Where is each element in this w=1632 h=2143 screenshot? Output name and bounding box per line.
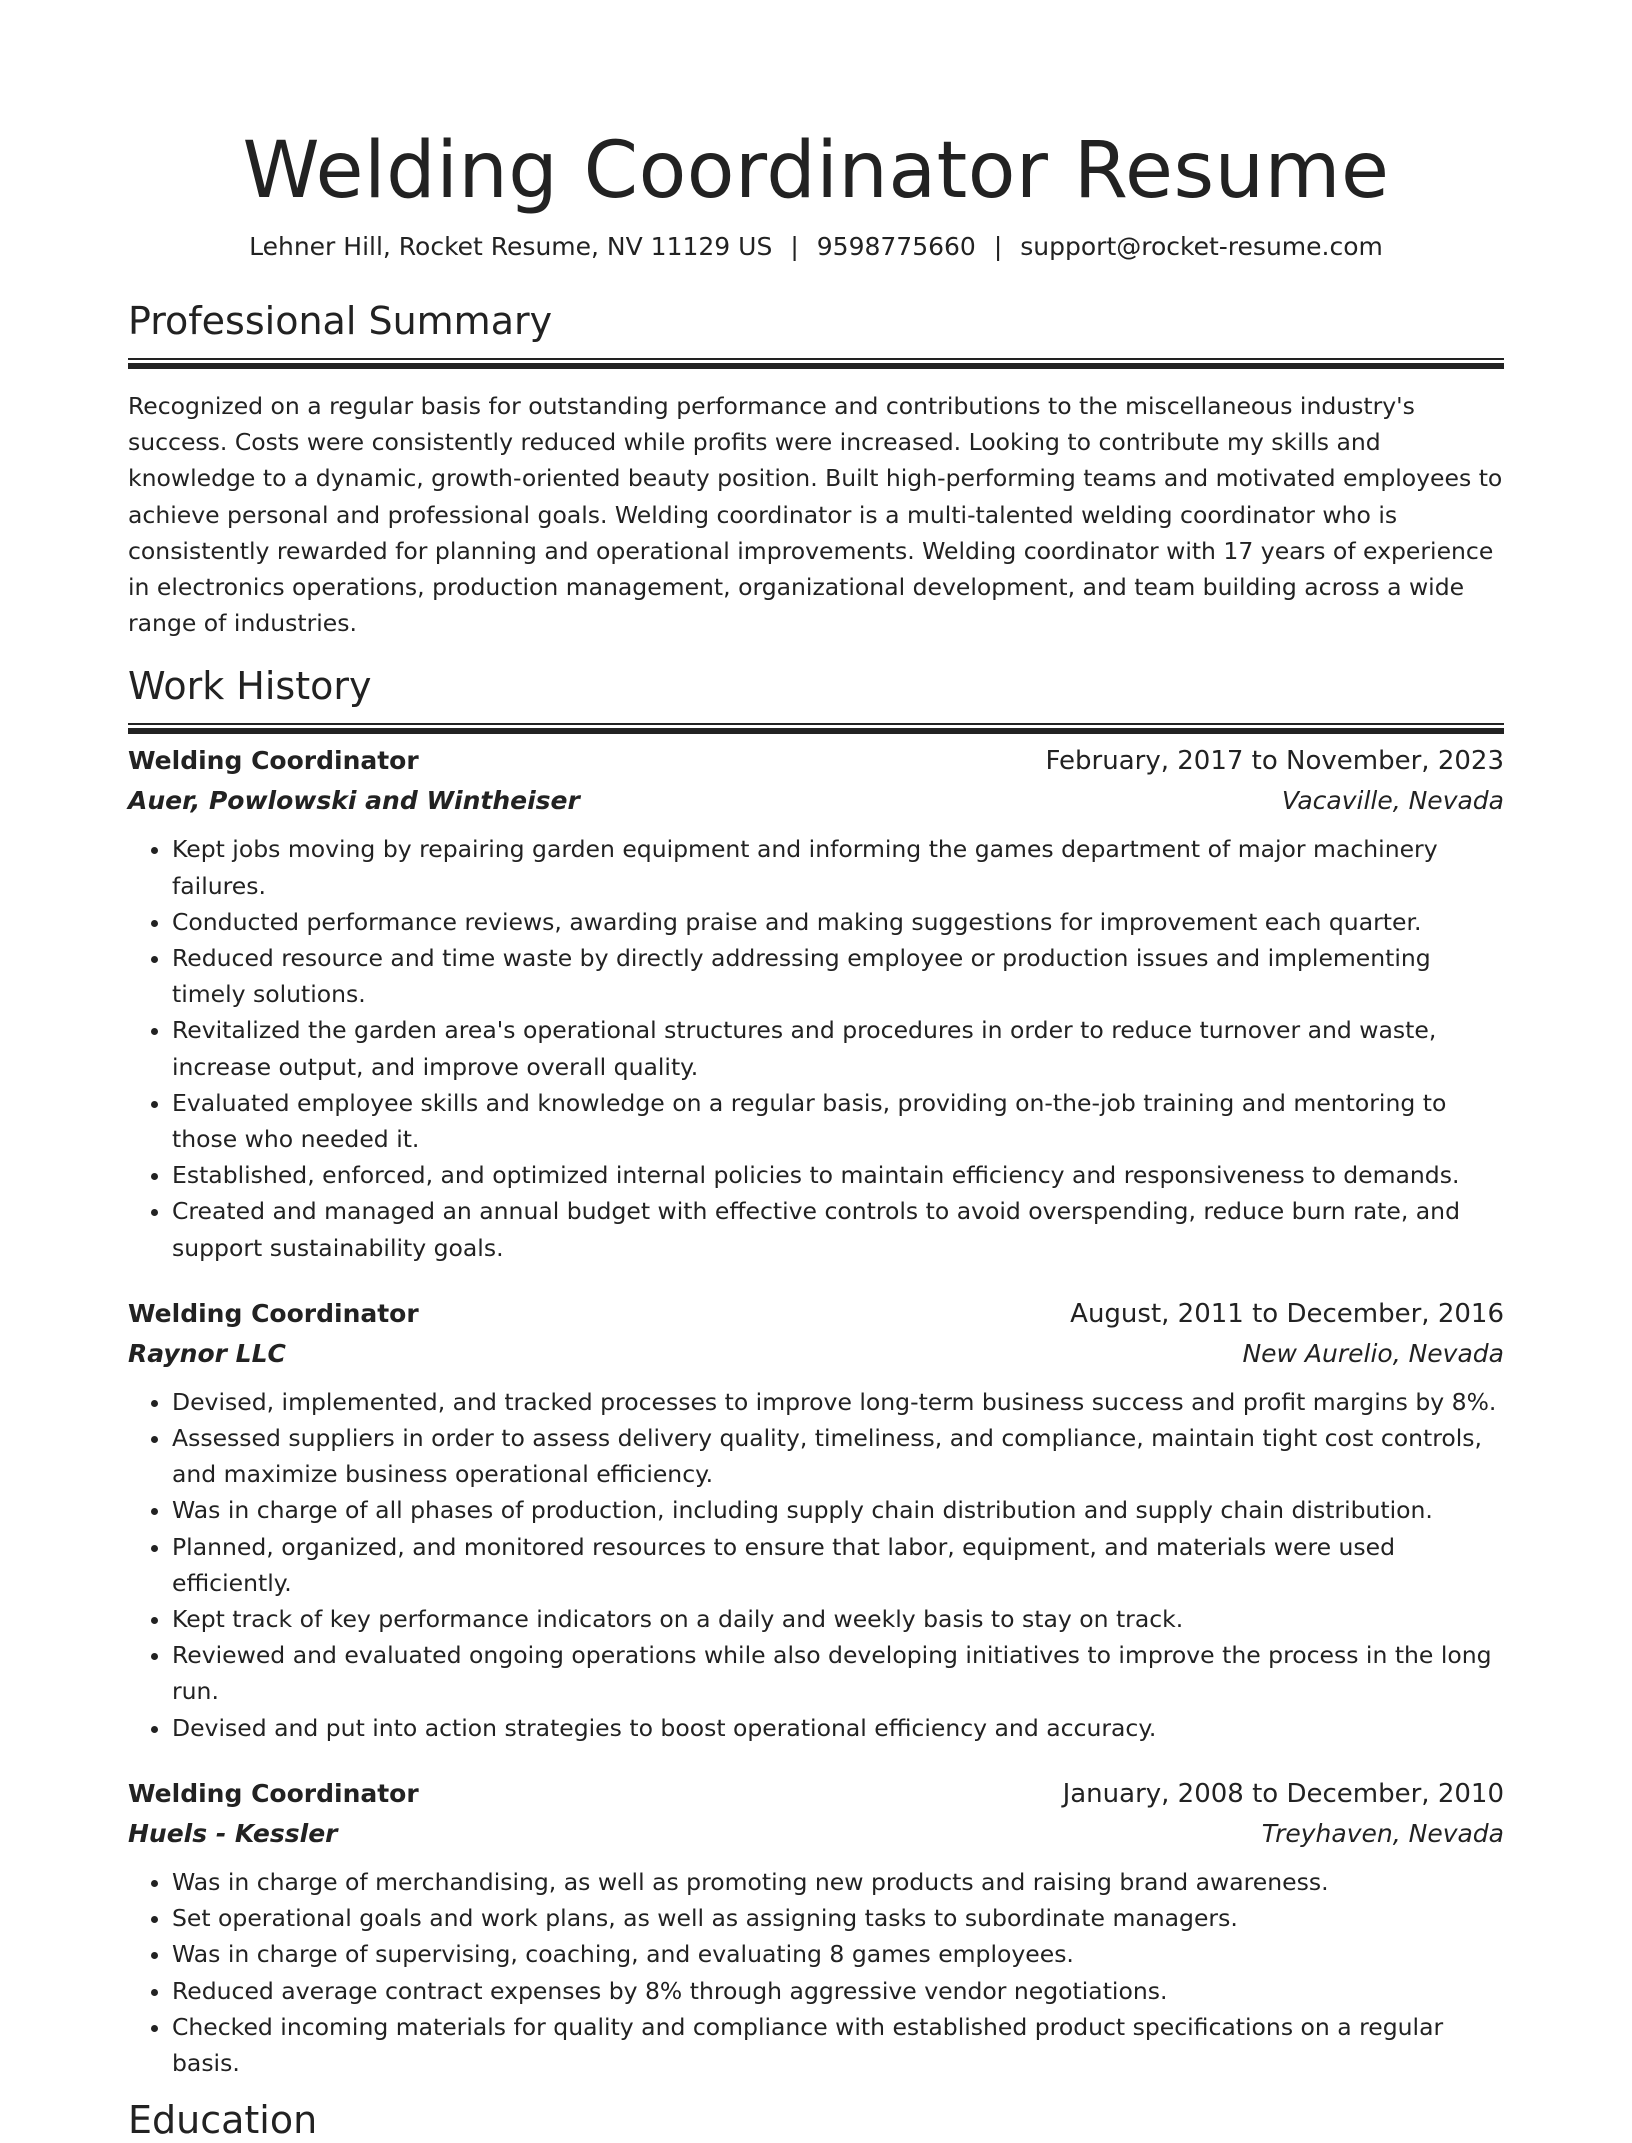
section-heading-work-history: Work History xyxy=(128,664,372,709)
contact-line xyxy=(128,230,1504,264)
job-bullet: • Kept jobs moving by repairing garden equipment and informing the games department of major machinery failures. xyxy=(172,831,1504,903)
job-bullet: • Planned, organized, and monitored resources to ensure that labor, equipment, and materials were used efficiently. xyxy=(172,1529,1504,1601)
job-location: Vacaville, Nevada xyxy=(1281,786,1504,816)
section-heading-summary: Professional Summary xyxy=(128,299,553,343)
job-company: Huels - Kessler xyxy=(128,1818,338,1848)
job-bullet-list xyxy=(128,831,1504,1265)
section-heading-education: Education xyxy=(128,2098,318,2143)
job-bullet: • Evaluated employee skills and knowledge on a regular basis, providing on-the-job training and mentoring to those who needed it. xyxy=(172,1085,1504,1157)
contact-phone: 9598775660 xyxy=(816,232,976,261)
summary-text: Recognized on a regular basis for outstanding performance and contributions to the miscellaneous industry's success. Costs were consistently reduced while profits were increased. Looking to contribute my skills and knowledge to a dynamic, growth-oriented beauty position. Built high-performing teams and motivated employees to achieve personal and professional goals. Welding coordinator is a multi-talented welding coordinator who is consistently rewarded for planning and operational improvements. Welding coordinator with 17 years of experience in electronics operations, production management, organizational development, and team building across a wide range of industries. xyxy=(128,392,1503,638)
job-company-row xyxy=(128,1814,1504,1854)
contact-address: Lehner Hill, Rocket Resume, NV 11129 US xyxy=(249,232,773,261)
job-location: New Aurelio, Nevada xyxy=(1242,1338,1504,1368)
resume-title: Welding Coordinator Resume xyxy=(242,126,1390,216)
job-bullet: • Set operational goals and work plans, as well as assigning tasks to subordinate managers. xyxy=(172,1900,1504,1936)
job-dates: January, 2008 to December, 2010 xyxy=(1062,1778,1504,1809)
job-bullet: • Established, enforced, and optimized internal policies to maintain efficiency and responsiveness to demands. xyxy=(172,1157,1504,1193)
job-bullet: • Reduced resource and time waste by directly addressing employee or production issues and implementing timely solutions. xyxy=(172,940,1504,1012)
job-bullet: • Reviewed and evaluated ongoing operations while also developing initiatives to improve the process in the long run. xyxy=(172,1637,1504,1709)
job-dates: February, 2017 to November, 2023 xyxy=(1045,746,1504,777)
job-location: Treyhaven, Nevada xyxy=(1261,1818,1504,1848)
summary-section xyxy=(128,298,1504,641)
job-company: Auer, Powlowski and Wintheiser xyxy=(128,786,580,816)
job-bullet: • Kept track of key performance indicators on a daily and weekly basis to stay on track. xyxy=(172,1601,1504,1637)
job-bullet: • Reduced average contract expenses by 8% through aggressive vendor negotiations. xyxy=(172,1973,1504,2009)
job-entry xyxy=(128,1774,1504,2081)
contact-separator: | xyxy=(790,232,799,261)
contact-separator: | xyxy=(993,232,1003,261)
job-bullet: • Revitalized the garden area's operational structures and procedures in order to reduce turnover and waste, increase output, and improve overall quality. xyxy=(172,1012,1504,1084)
job-bullet-list xyxy=(128,1384,1504,1746)
job-title: Welding Coordinator xyxy=(128,746,419,776)
resume-page xyxy=(128,0,1504,2143)
job-bullet-list xyxy=(128,1864,1504,2081)
job-bullet: • Was in charge of merchandising, as well as promoting new products and raising brand awareness. xyxy=(172,1864,1504,1900)
job-entry xyxy=(128,1294,1504,1746)
job-header-row xyxy=(128,1774,1504,1814)
job-bullet: • Conducted performance reviews, awarding praise and making suggestions for improvement each quarter. xyxy=(172,904,1504,940)
job-header-row xyxy=(128,1294,1504,1334)
job-company: Raynor LLC xyxy=(128,1338,286,1368)
job-dates: August, 2011 to December, 2016 xyxy=(1070,1298,1504,1329)
job-company-row xyxy=(128,781,1504,821)
job-bullet: • Created and managed an annual budget with effective controls to avoid overspending, reduce burn rate, and support sustainability goals. xyxy=(172,1193,1504,1265)
job-bullet: • Checked incoming materials for quality and compliance with established product specifications on a regular basis. xyxy=(172,2009,1504,2081)
job-title: Welding Coordinator xyxy=(128,1778,419,1808)
contact-email[interactable]: support@rocket-resume.com xyxy=(1020,232,1383,261)
job-bullet: • Was in charge of all phases of production, including supply chain distribution and supply chain distribution. xyxy=(172,1492,1504,1528)
job-bullet: • Assessed suppliers in order to assess delivery quality, timeliness, and compliance, maintain tight cost controls, and maximize business operational efficiency. xyxy=(172,1420,1504,1492)
section-divider xyxy=(128,723,1504,725)
education-section xyxy=(128,2097,1504,2143)
job-title: Welding Coordinator xyxy=(128,1298,419,1328)
job-bullet: • Devised and put into action strategies to boost operational efficiency and accuracy. xyxy=(172,1710,1504,1746)
job-header-row xyxy=(128,741,1504,781)
work-history-section xyxy=(128,663,1504,2081)
job-entry xyxy=(128,741,1504,1265)
job-company-row xyxy=(128,1334,1504,1374)
job-bullet: • Devised, implemented, and tracked processes to improve long-term business success and profit margins by 8%. xyxy=(172,1384,1504,1420)
section-divider xyxy=(128,358,1504,360)
job-bullet: • Was in charge of supervising, coaching, and evaluating 8 games employees. xyxy=(172,1936,1504,1972)
